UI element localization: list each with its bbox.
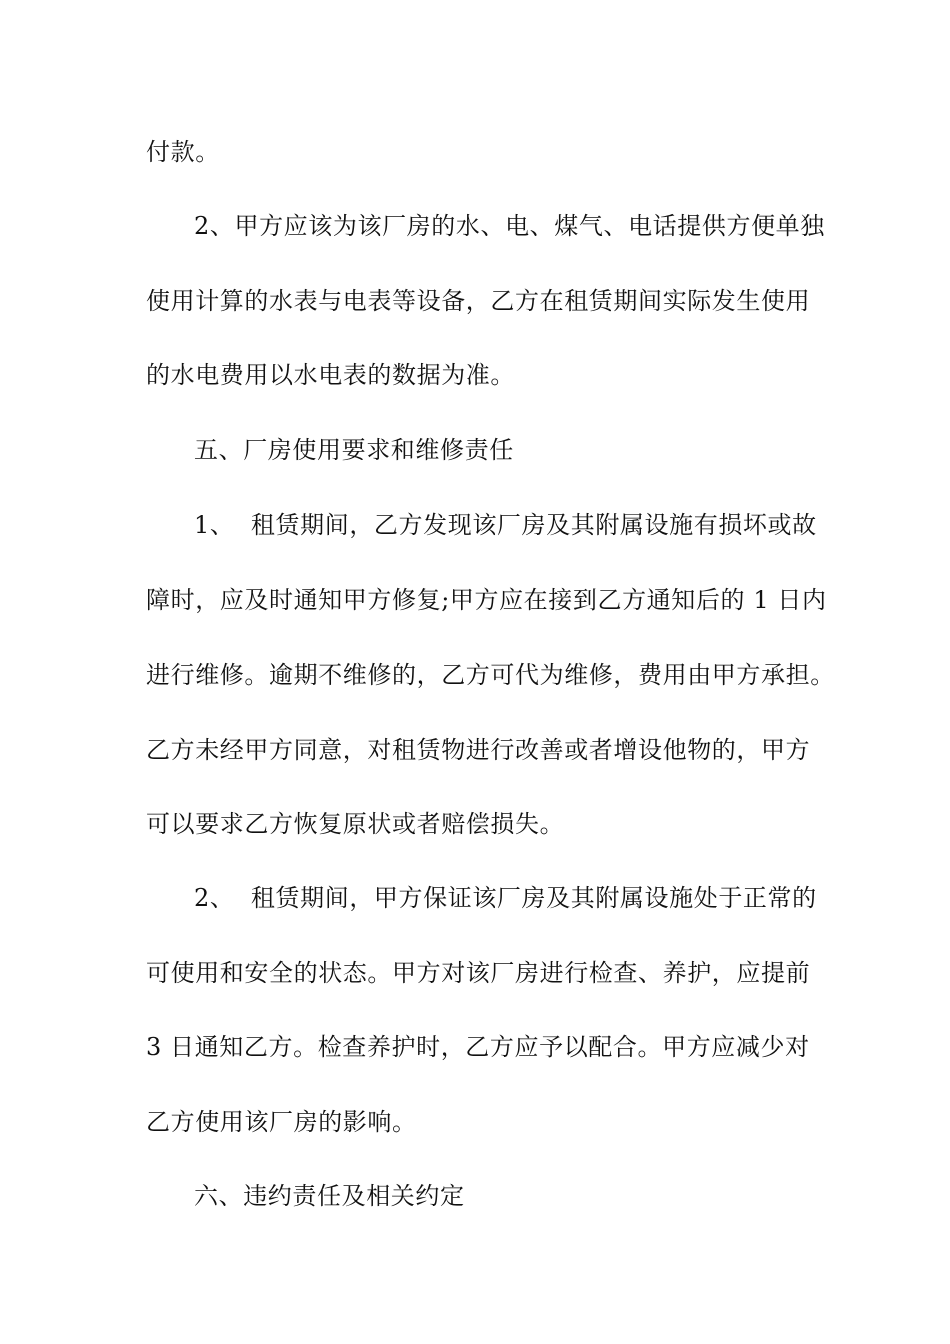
- text-line: 使用计算的水表与电表等设备，乙方在租赁期间实际发生使用: [146, 287, 811, 315]
- text-line: 乙方未经甲方同意，对租赁物进行改善或者增设他物的，甲方: [146, 736, 811, 764]
- text-line: 1、 租赁期间，乙方发现该厂房及其附属设施有损坏或故: [194, 511, 817, 539]
- text-line: 乙方使用该厂房的影响。: [146, 1108, 417, 1136]
- text-line: 进行维修。逾期不维修的，乙方可代为维修，费用由甲方承担。: [146, 661, 835, 689]
- text-line: 的水电费用以水电表的数据为准。: [146, 361, 515, 389]
- text-line: 障时，应及时通知甲方修复;甲方应在接到乙方通知后的 1 日内: [146, 586, 827, 614]
- text-line: 可以要求乙方恢复原状或者赔偿损失。: [146, 810, 565, 838]
- text-line: 付款。: [146, 138, 220, 166]
- section-heading: 六、违约责任及相关约定: [194, 1182, 465, 1210]
- text-line: 2、甲方应该为该厂房的水、电、煤气、电话提供方便单独: [194, 212, 825, 240]
- text-line: 可使用和安全的状态。甲方对该厂房进行检查、养护，应提前: [146, 959, 811, 987]
- text-line: 3 日通知乙方。检查养护时，乙方应予以配合。甲方应减少对: [146, 1033, 810, 1061]
- text-line: 2、 租赁期间，甲方保证该厂房及其附属设施处于正常的: [194, 884, 817, 912]
- section-heading: 五、厂房使用要求和维修责任: [194, 436, 514, 464]
